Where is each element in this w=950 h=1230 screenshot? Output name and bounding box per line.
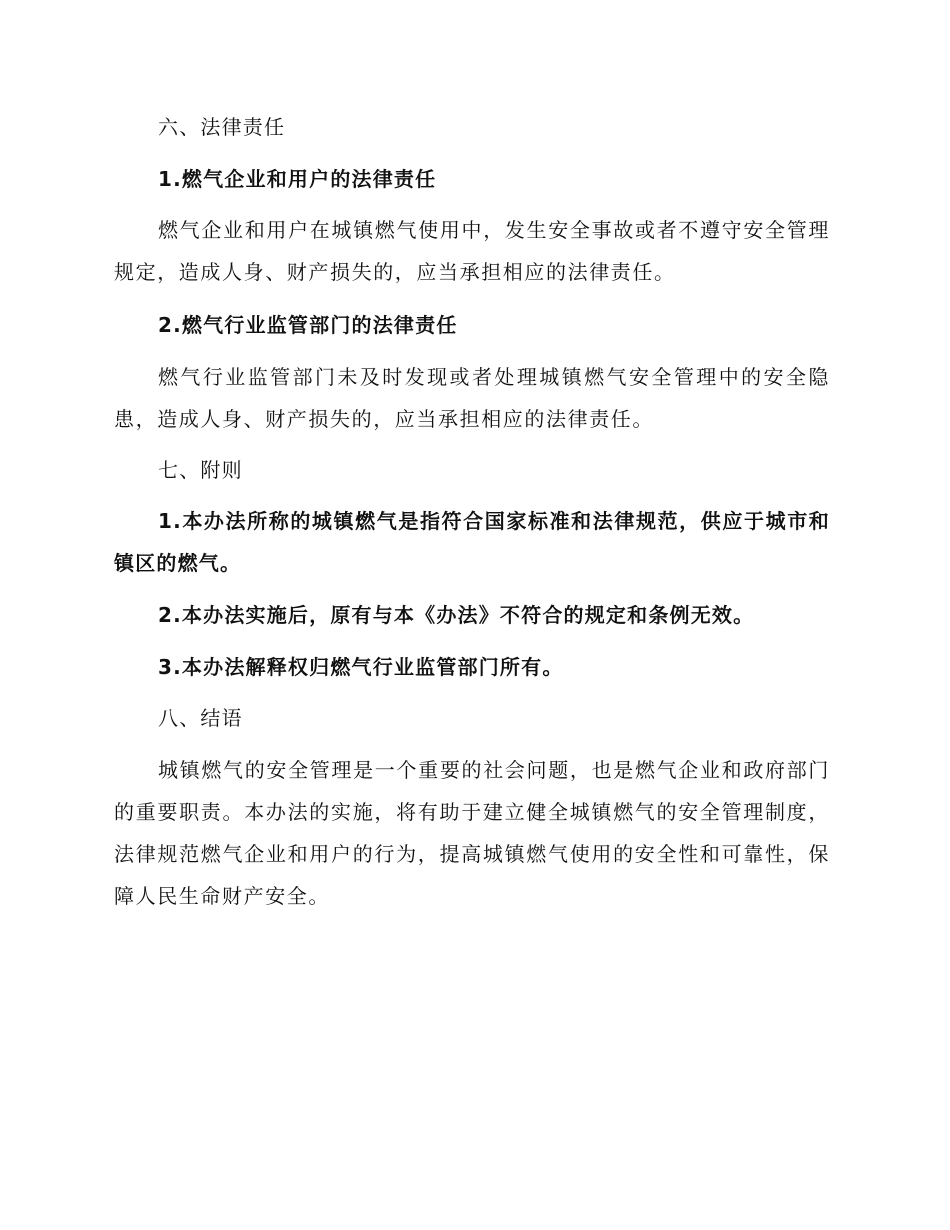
section-6-subtitle-1: 1.燃气企业和用户的法律责任 bbox=[158, 167, 437, 191]
section-7-item-2: 2.本办法实施后，原有与本《办法》不符合的规定和条例无效。 bbox=[158, 603, 755, 627]
section-6-paragraph-2: 燃气行业监管部门未及时发现或者处理城镇燃气安全管理中的安全隐患，造成人身、财产损失的，应当承担相应的法律责任。 bbox=[114, 365, 830, 431]
section-8-heading: 八、结语 bbox=[158, 706, 243, 730]
section-6-heading: 六、法律责任 bbox=[158, 115, 286, 139]
section-6-paragraph-1: 燃气企业和用户在城镇燃气使用中，发生安全事故或者不遵守安全管理规定，造成人身、财产损失的，应当承担相应的法律责任。 bbox=[114, 218, 830, 284]
section-7-item-3: 3.本办法解释权归燃气行业监管部门所有。 bbox=[158, 655, 564, 679]
section-8-paragraph: 城镇燃气的安全管理是一个重要的社会问题，也是燃气企业和政府部门的重要职责。本办法的实施，将有助于建立健全城镇燃气的安全管理制度，法律规范燃气企业和用户的行为，提高城镇燃气使用的安全性和可靠性，保障人民生命财产安全。 bbox=[114, 758, 830, 908]
section-7-item-1: 1.本办法所称的城镇燃气是指符合国家标准和法律规范，供应于城市和镇区的燃气。 bbox=[114, 509, 830, 575]
section-7-heading: 七、附则 bbox=[158, 458, 243, 482]
section-6-subtitle-2: 2.燃气行业监管部门的法律责任 bbox=[158, 313, 458, 337]
